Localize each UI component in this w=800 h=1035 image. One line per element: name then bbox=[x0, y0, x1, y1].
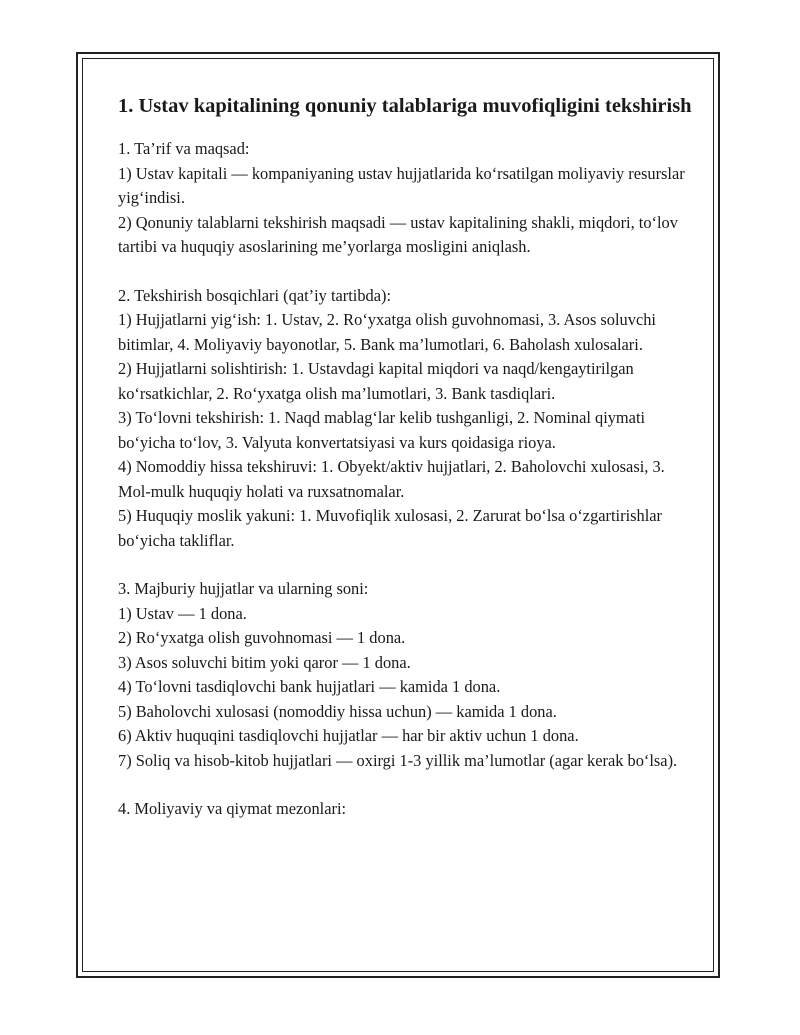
list-item: 1) Ustav kapitali — kompaniyaning ustav hujjatlarida ko‘rsatilgan moliyaviy resurslar yig‘indisi. bbox=[118, 163, 685, 207]
list-item: 5) Baholovchi xulosasi (nomoddiy hissa uchun) — kamida 1 dona. bbox=[118, 701, 557, 721]
section-definition bbox=[118, 137, 693, 260]
section-heading: 3. Majburiy hujjatlar va ularning soni: bbox=[118, 579, 369, 598]
section-financial-criteria bbox=[118, 797, 693, 822]
list-item: 2) Hujjatlarni solishtirish: 1. Ustavdagi kapital miqdori va naqd/kengaytirilgan ko‘rsatkichlar, 2. Ro‘yxatga olish ma’lumotlari, 3. Bank tasdiqlari. bbox=[118, 359, 634, 403]
list-item: 2) Qonuniy talablarni tekshirish maqsadi — ustav kapitalining shakli, miqdori, to‘lov tartibi va huquqiy asoslarining me’yorlarga mosligini aniqlash. bbox=[118, 212, 678, 256]
document-title: 1. Ustav kapitalining qonuniy talablariga muvofiqligini tekshirish bbox=[118, 95, 692, 117]
list-item: 3) Asos soluvchi bitim yoki qaror — 1 dona. bbox=[118, 652, 411, 672]
list-item: 2) Ro‘yxatga olish guvohnomasi — 1 dona. bbox=[118, 628, 406, 647]
section-heading: 1. Ta’rif va maqsad: bbox=[118, 139, 250, 158]
section-heading: 2. Tekshirish bosqichlari (qat’iy tartibda): bbox=[118, 285, 392, 305]
list-item: 4) Nomoddiy hissa tekshiruvi: 1. Obyekt/aktiv hujjatlari, 2. Baholovchi xulosasi, 3. Mol-mulk huquqiy holati va ruxsatnomalar. bbox=[118, 457, 665, 501]
list-item: 1) Hujjatlarni yig‘ish: 1. Ustav, 2. Ro‘yxatga olish guvohnomasi, 3. Asos soluvchi bitimlar, 4. Moliyaviy bayonotlar, 5. Bank ma’lumotlari, 6. Baholash xulosalari. bbox=[118, 310, 656, 354]
list-item: 6) Aktiv huquqini tasdiqlovchi hujjatlar — har bir aktiv uchun 1 dona. bbox=[118, 726, 579, 745]
section-required-documents bbox=[118, 577, 693, 773]
list-item: 5) Huquqiy moslik yakuni: 1. Muvofiqlik xulosasi, 2. Zarurat bo‘lsa o‘zgartirishlar bo‘yicha takliflar. bbox=[118, 506, 662, 550]
document-body bbox=[118, 92, 693, 846]
section-stages bbox=[118, 284, 693, 554]
section-heading: 4. Moliyaviy va qiymat mezonlari: bbox=[118, 799, 347, 818]
list-item: 7) Soliq va hisob-kitob hujjatlari — oxirgi 1-3 yillik ma’lumotlar (agar kerak bo‘lsa). bbox=[118, 750, 678, 770]
list-item: 3) To‘lovni tekshirish: 1. Naqd mablag‘lar kelib tushganligi, 2. Nominal qiymati bo‘yicha to‘lov, 3. Valyuta konvertatsiyasi va kurs qoidasiga rioya. bbox=[118, 408, 646, 452]
list-item: 4) To‘lovni tasdiqlovchi bank hujjatlari — kamida 1 dona. bbox=[118, 677, 501, 696]
list-item: 1) Ustav — 1 dona. bbox=[118, 603, 247, 623]
